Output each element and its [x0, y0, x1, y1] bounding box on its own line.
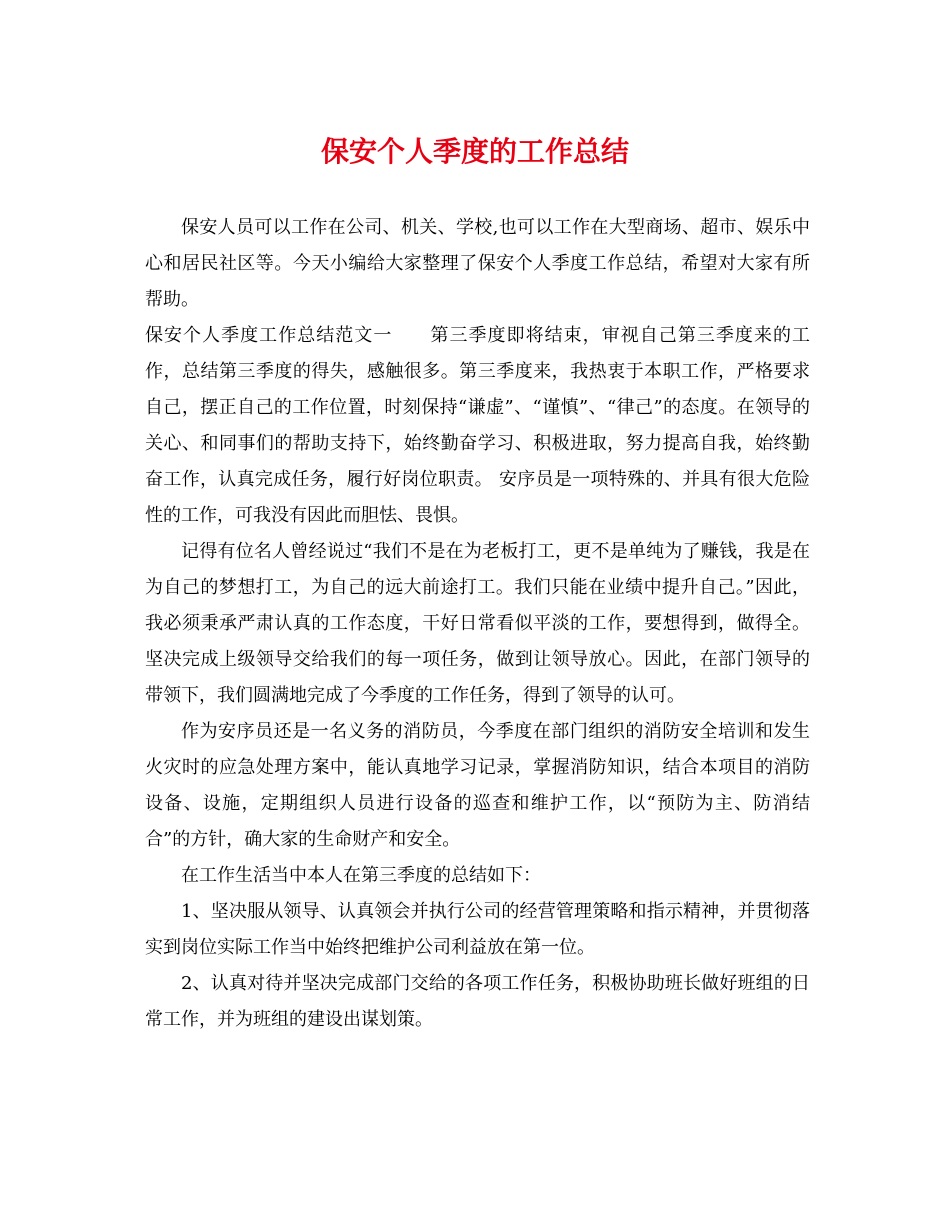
- paragraph-quote: 记得有位名人曾经说过“我们不是在为老板打工，更不是单纯为了赚钱，我是在为自己的梦想打工，为自己的远大前途打工。我们只能在业绩中提升自己。”因此，我必须秉承严肃认真的工作态度，干好日常看似平淡的工作，要想得到，做得全。坚决完成上级领导交给我们的每一项任务，做到让领导放心。因此，在部门领导的带领下，我们圆满地完成了今季度的工作任务，得到了领导的认可。: [145, 541, 810, 706]
- paragraph-fire-safety: 作为安序员还是一名义务的消防员，今季度在部门组织的消防安全培训和发生火灾时的应急处理方案中，能认真地学习记录，掌握消防知识，结合本项目的消防设备、设施，定期组织人员进行设备的巡查和维护工作，以“预防为主、防消结合”的方针，确大家的生命财产和安全。: [145, 721, 810, 850]
- list-item-2: 2、认真对待并坚决完成部门交给的各项工作任务，积极协助班长做好班组的日常工作，并为班组的建设出谋划策。: [145, 973, 810, 1030]
- document-body: [145, 210, 810, 1038]
- paragraph-summary-intro: 在工作生活当中本人在第三季度的总结如下：: [181, 865, 541, 886]
- paragraph-intro: 保安人员可以工作在公司、机关、学校,也可以工作在大型商场、超市、娱乐中心和居民社区等。今天小编给大家整理了保安个人季度工作总结，希望对大家有所帮助。: [145, 217, 810, 310]
- document-title: 保安个人季度的工作总结: [320, 135, 629, 168]
- paragraph-sample-one: 保安个人季度工作总结范文一 第三季度即将结束，审视自己第三季度来的工作，总结第三季度的得失，感触很多。第三季度来，我热衷于本职工作，严格要求自己，摆正自己的工作位置，时刻保持“谦虚”、“谨慎”、“律己”的态度。在领导的关心、和同事们的帮助支持下，始终勤奋学习、积极进取，努力提高自我，始终勤奋工作，认真完成任务，履行好岗位职责。 安序员是一项特殊的、并具有很大危险性的工作，可我没有因此而胆怯、畏惧。: [145, 325, 810, 526]
- list-item-1: 1、坚决服从领导、认真领会并执行公司的经营管理策略和指示精神，并贯彻落实到岗位实际工作当中始终把维护公司利益放在第一位。: [145, 901, 810, 958]
